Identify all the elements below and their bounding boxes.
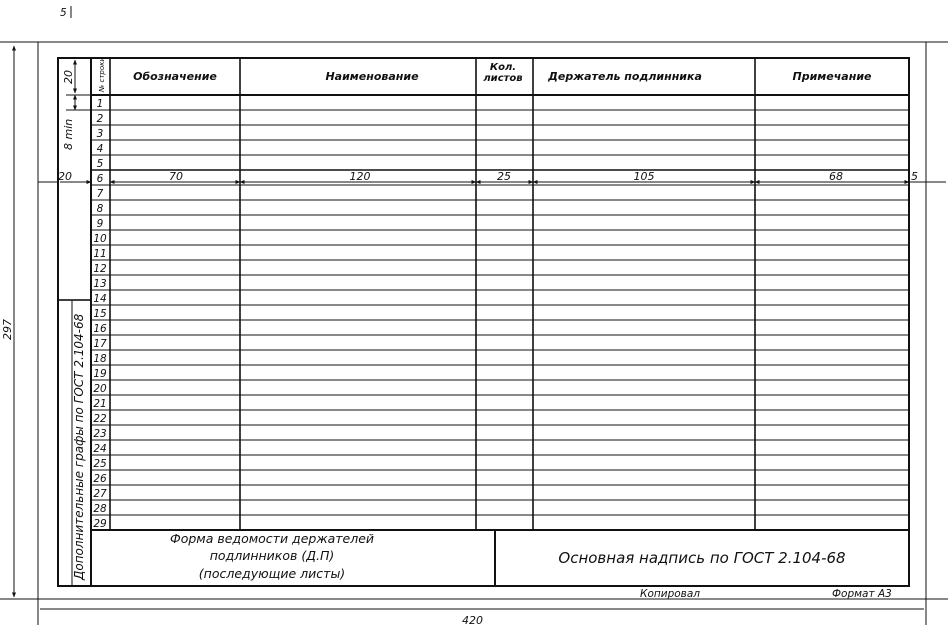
additional-columns-label: Дополнительные графы по ГОСТ 2.104-68 xyxy=(72,313,86,580)
header-sheets-line1: Кол. xyxy=(489,62,517,73)
main-title-block-text: Основная надпись по ГОСТ 2.104-68 xyxy=(558,549,846,567)
drawing-frame xyxy=(58,58,909,586)
width-label-sheets: 25 xyxy=(497,170,511,183)
footer-copied: Копировал xyxy=(640,588,700,600)
header-row-number: № строки xyxy=(98,57,106,92)
width-label-name: 120 xyxy=(349,170,371,183)
row-number: 13 xyxy=(93,278,107,290)
row-number: 18 xyxy=(93,353,107,365)
header-name: Наименование xyxy=(325,70,419,83)
row-number: 27 xyxy=(93,488,107,500)
row-number: 11 xyxy=(93,248,107,260)
form-title-line1: Форма ведомости держателей xyxy=(169,531,375,546)
row-number: 8 xyxy=(96,203,104,215)
width-label-note: 68 xyxy=(829,170,843,183)
row-number: 26 xyxy=(93,473,107,485)
width-label-designation: 70 xyxy=(169,170,183,183)
width-label-holder: 105 xyxy=(633,170,655,183)
row-number: 12 xyxy=(93,263,107,275)
row-number: 23 xyxy=(93,428,107,440)
row-number: 2 xyxy=(96,113,104,125)
header-holder: Держатель подлинника xyxy=(548,70,702,83)
form-title-line3: (последующие листы) xyxy=(198,566,346,581)
row-number: 22 xyxy=(93,413,107,425)
row-number: 6 xyxy=(96,173,104,185)
row-number: 17 xyxy=(93,338,107,350)
row-numbers xyxy=(93,98,107,530)
row-number: 5 xyxy=(96,158,104,170)
row-number: 21 xyxy=(93,398,107,410)
footer-format: Формат А3 xyxy=(832,588,892,600)
header-designation: Обозначение xyxy=(133,70,217,83)
row-number: 9 xyxy=(96,218,104,230)
row-number: 19 xyxy=(93,368,107,380)
left-margin-label: 20 xyxy=(58,170,72,183)
row-number: 29 xyxy=(93,518,107,530)
height-dimension-label: 297 xyxy=(1,319,14,340)
corner-mark: 5 xyxy=(60,7,67,19)
row-number: 25 xyxy=(93,458,107,470)
header-note: Примечание xyxy=(792,70,872,83)
row-number: 4 xyxy=(96,143,104,155)
width-dimension-label: 420 xyxy=(462,614,483,625)
row-number: 16 xyxy=(93,323,107,335)
row-number: 7 xyxy=(96,188,104,200)
row-height-label: 8 min xyxy=(62,118,75,150)
row-number: 24 xyxy=(93,443,107,455)
header-sheets-line2: листов xyxy=(483,73,523,84)
form-title-line2: подлинников (Д.П) xyxy=(209,548,335,563)
row-number: 3 xyxy=(96,128,104,140)
right-margin-label: 5 xyxy=(911,170,918,183)
row-number: 28 xyxy=(93,503,107,515)
row-number: 1 xyxy=(96,98,104,110)
row-number: 14 xyxy=(93,293,107,305)
header-height-label: 20 xyxy=(62,70,75,84)
row-number: 10 xyxy=(93,233,107,245)
row-number: 15 xyxy=(93,308,107,320)
row-number: 20 xyxy=(93,383,107,395)
